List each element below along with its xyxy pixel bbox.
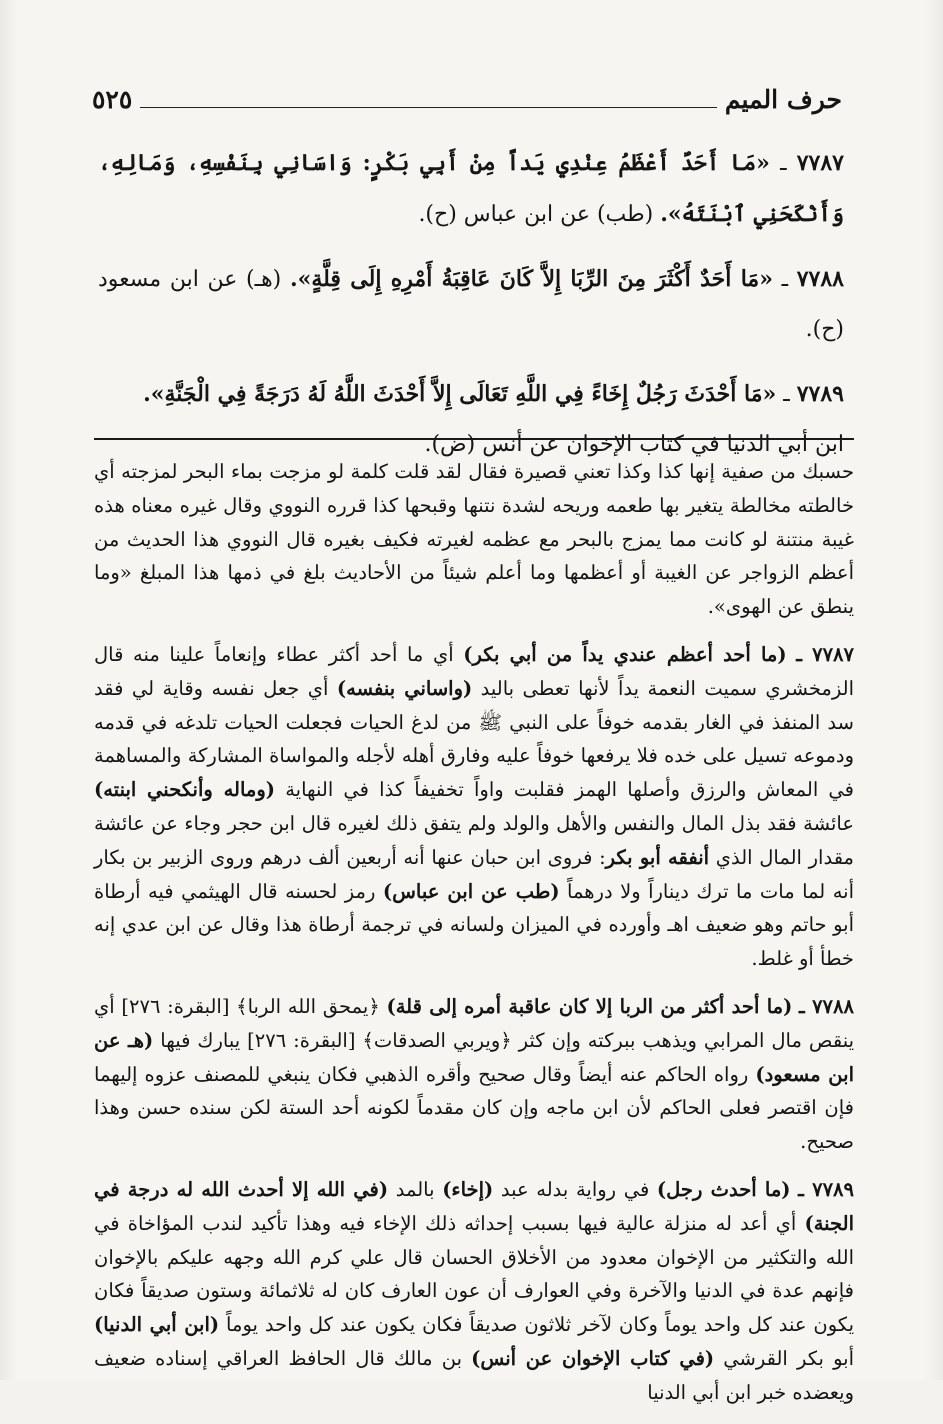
hadith-7789: ٧٧٨٩ ـ «مَا أَحْدَثَ رَجُلٌ إِخَاءً فِي اللَّهِ تَعَالَى إِلاَّ أَحْدَثَ اللَّهُ لَهُ دَرَجَةً فِي الْجَنَّةِ». ابن أبي الدنيا في كتاب الإخوان عن أنس (ض). — [143, 381, 844, 457]
commentary-7787: ٧٧٨٧ ـ (ما أحد أعظم عندي يداً من أبي بكر) أي ما أحد أكثر عطاء وإنعاماً علينا منه قال الزمخشري سميت النعمة يداً لأنها تعطى باليد (واساني بنفسه) أي جعل نفسه وقاية لي فقد سد المنفذ في الغار بقدمه خوفاً على النبي ﷺ من لدغ الحيات فجعلت الحيات تلدغه في قدمه ودموعه تسيل على خده فلا يرفعها خوفاً عليه وفارق أهله لأجله والمواساة المشاركة والمساهمة في المعاش والرزق وأصلها الهمز فقلبت واواً تخفيفاً كذا في النهاية (وماله وأنكحني ابنته) عائشة فقد بذل المال والنفس والأهل والولد ولم يتفق ذلك لغيره قال ابن حجر وجاء عن عائشة مقدار المال الذي أنفقه أبو بكر: فروى ابن حبان عنها أنه أربعين ألف درهم وروى الزبير بن بكار أنه لما مات ما ترك ديناراً ولا درهماً (طب عن ابن عباس) رمز لحسنه قال الهيثمي فيه أرطاة أبو حاتم وهو ضعيف اهـ وأورده في الميزان ولسانه في ترجمة أرطاة هذا وقال عن ابن عدي إنه خطأ أو غلط. — [94, 642, 855, 971]
hadith-list — [98, 138, 844, 484]
footnote-divider — [94, 438, 854, 440]
commentary-intro: حسبك من صفية إنها كذا وكذا تعني قصيرة فقال لقد قلت كلمة لو مزجت بماء البحر لمزجته أي خالطته مخالطة يتغير بها طعمه وريحه لشدة نتنها وقبحها كذا قرره النووي وقال غيره معناه هذه غيبة منتنة لو كانت مما يمزج بالبحر مع عظمه لغيرته فكيف بغيره قال النووي هذا الحديث من أعظم الزواجر عن الغيبة أو أعظمها وما أعلم شيئاً من الأحاديث بلغ في ذمها هذا المبلغ «وما ينطق عن الهوى». — [94, 460, 854, 619]
header-rule — [140, 107, 717, 108]
commentary — [94, 455, 854, 1424]
page-header — [92, 80, 842, 114]
hadith-7788: ٧٧٨٨ ـ «مَا أَحَدٌ أَكْثَرَ مِنَ الرِّبَا إِلاَّ كَانَ عَاقِبَةُ أَمْرِهِ إِلَى قِلَّةٍ». (هـ) عن ابن مسعود (ح). — [98, 266, 844, 342]
page-number: ٥٢٥ — [92, 85, 133, 114]
commentary-7788: ٧٧٨٨ ـ (ما أحد أكثر من الربا إلا كان عاقبة أمره إلى قلة) ﴿يمحق الله الربا﴾ [البقرة: ٢٧٦] أي ينقص مال المرابي ويذهب ببركته وإن كثر ﴿ويربي الصدقات﴾ [البقرة: ٢٧٦] يبارك فيها (هـ عن ابن مسعود) رواه الحاكم عنه أيضاً وقال صحيح وأقره الذهبي فكان ينبغي للمصنف عزوه إليهما فإن اقتصر فعلى الحاكم لأن ابن ماجه وإن كان مقدماً لكونه أحد الستة لكن سنده حسن وهذا صحيح. — [94, 994, 855, 1154]
hadith-7787: ٧٧٨٧ ـ «مَا أَحَدٌ أَعْظَمُ عِنْدِي يَداً مِنْ أَبِي بَكْرٍ: وَاسَانِي بِنَفْسِهِ، وَمَالِهِ، وَأَنْكَحَنِي ٱبْنَتَهُ». (طب) عن ابن عباس (ح). — [98, 150, 844, 227]
chapter-title: حرف الميم — [724, 85, 842, 114]
commentary-7789: ٧٧٨٩ ـ (ما أحدث رجل) في رواية بدله عبد (إخاء) بالمد (في الله إلا أحدث الله له درجة في الجنة) أي أعد له منزلة عالية فيها بسبب إحداثه ذلك الإخاء فيه وهذا تأكيد لندب المؤاخاة في الله والتكثير من الإخوان معدود من الأخلاق الحسان قال علي كرم الله وجهه عليكم بالإخوان فإنهم عدة في الدنيا والآخرة وفي العوارف أن عون العارف كان له ثلاثمائة وستون صديقاً فكان يكون عند كل واحد يوماً وكان لآخر ثلاثون صديقاً فكان يكون عند كل واحد يوماً (ابن أبي الدنيا) أبو بكر القرشي (في كتاب الإخوان عن أنس) بن مالك قال الحافظ العراقي إسناده ضعيف ويعضده خبر ابن أبي الدنيا — [94, 1177, 854, 1404]
